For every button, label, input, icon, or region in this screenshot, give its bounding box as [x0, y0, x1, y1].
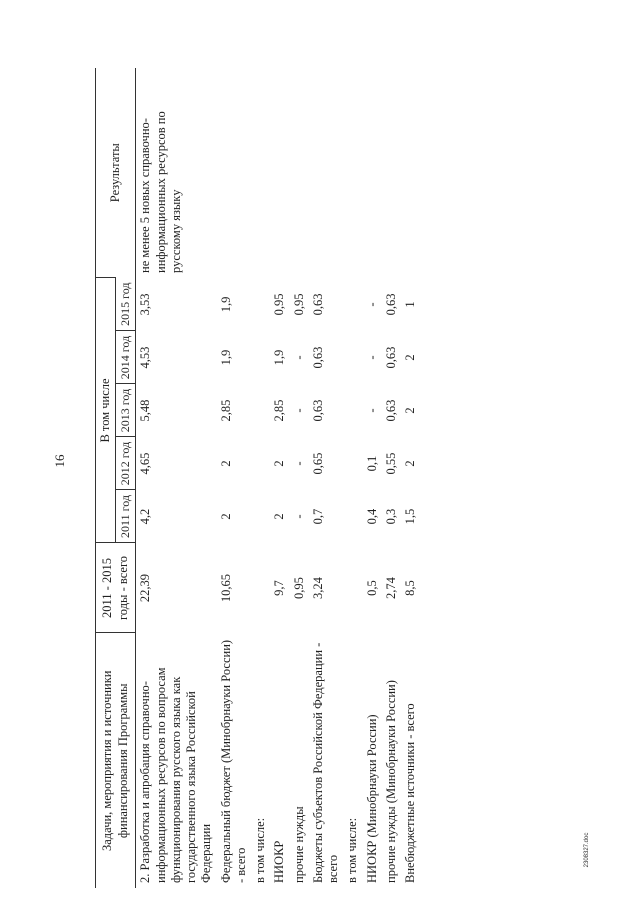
row-result: [382, 68, 401, 278]
row-total: 3,24: [310, 577, 325, 599]
row-2014: 1,9: [218, 349, 233, 366]
table-row: [217, 68, 252, 888]
table-row: [343, 68, 362, 888]
row-2011: [251, 490, 270, 543]
header-year-2014: 2014 год: [116, 331, 136, 384]
row-2014: [251, 331, 270, 384]
row-2012: -: [291, 461, 306, 466]
row-task: в том числе:: [253, 817, 268, 883]
row-2015: 1,9: [218, 296, 233, 313]
row-2015: 0,63: [383, 293, 398, 316]
row-2011: 2: [272, 513, 287, 520]
row-result: не менее 5 новых справочно-информационных ресурсов по русскому языку: [138, 111, 183, 273]
row-task: Федеральный бюджет (Минобрнауки России) - всего: [218, 639, 248, 883]
row-2012: 0,65: [310, 452, 325, 475]
row-total: [343, 543, 362, 633]
page-number: 16: [52, 454, 67, 468]
row-2015: 3,53: [138, 293, 153, 316]
table-row: [382, 68, 401, 888]
row-2015: [251, 278, 270, 331]
row-2013: 5,48: [138, 399, 153, 422]
row-2014: [343, 331, 362, 384]
row-2013: [343, 384, 362, 437]
row-result: [401, 68, 420, 278]
row-2013: 2,85: [218, 399, 233, 422]
header-task: Задачи, мероприятия и источники финансирования Программы: [96, 633, 136, 888]
row-2013: 0,63: [310, 399, 325, 422]
row-result: [251, 68, 270, 278]
header-year-2013: 2013 год: [116, 384, 136, 437]
row-2012: 2: [272, 460, 287, 467]
row-2013: [251, 384, 270, 437]
row-result: [309, 68, 344, 278]
table-row: [270, 68, 289, 888]
row-task: НИОКР: [272, 840, 287, 883]
row-2014: 0,63: [310, 346, 325, 369]
row-2015: -: [364, 302, 379, 307]
row-total: 0,5: [364, 580, 379, 596]
row-2013: 2,85: [272, 399, 287, 422]
row-2012: 0,1: [364, 455, 379, 472]
table-row: [136, 68, 217, 888]
row-2013: 2: [403, 407, 418, 414]
footer-file-code: 2308327.doc: [584, 832, 590, 868]
row-2012: 2: [218, 460, 233, 467]
row-2014: 0,63: [383, 346, 398, 369]
row-2012: [343, 437, 362, 490]
row-task: НИОКР (Минобрнауки России): [364, 714, 379, 883]
row-2011: 2: [218, 513, 233, 520]
row-result: [290, 68, 309, 278]
table-row: [309, 68, 344, 888]
budget-table: [95, 68, 420, 888]
row-task: Бюджеты субъектов Российской Федерации - всего: [310, 642, 341, 883]
row-task: Внебюджетные источники - всего: [403, 703, 418, 883]
row-2012: [251, 437, 270, 490]
row-2012: 0,55: [383, 452, 398, 475]
row-total: 10,65: [218, 573, 233, 603]
row-task: 2. Разработка и апробация справочно-информационных ресурсов по вопросам функционирования русского языка как государственного языка Российской Федерации: [138, 667, 214, 883]
row-total: 0,95: [291, 577, 306, 599]
header-year-2011: 2011 год: [116, 490, 136, 543]
header-total: 2011 - 2015 годы - всего: [96, 543, 136, 633]
row-2011: 0,7: [310, 508, 325, 525]
row-2015: 0,63: [310, 293, 325, 316]
row-2013: -: [291, 408, 306, 413]
row-2011: [343, 490, 362, 543]
row-2011: 4,2: [138, 508, 153, 525]
rotated-table-container: [95, 68, 575, 888]
row-result: [363, 68, 382, 278]
row-2013: 0,63: [383, 399, 398, 422]
row-2013: -: [364, 408, 379, 413]
row-task: прочие нужды (Минобрнауки России): [383, 680, 398, 883]
row-result: [270, 68, 289, 278]
row-2014: 1,9: [272, 349, 287, 366]
row-total: 9,7: [272, 580, 287, 596]
row-2011: -: [291, 514, 306, 519]
row-2015: [343, 278, 362, 331]
row-total: [251, 543, 270, 633]
row-result: [217, 68, 252, 278]
row-total: 2,74: [383, 577, 398, 599]
header-year-2015: 2015 год: [116, 278, 136, 331]
table-row: [363, 68, 382, 888]
row-2014: 2: [403, 354, 418, 361]
table-row: [251, 68, 270, 888]
row-2011: 1,5: [403, 508, 418, 525]
row-2015: 0,95: [291, 293, 306, 316]
row-task: в том числе:: [345, 817, 360, 883]
header-results: Результаты: [96, 68, 136, 278]
row-2015: 0,95: [272, 293, 287, 316]
row-2012: 2: [403, 460, 418, 467]
table-row: [401, 68, 420, 888]
row-total: 22,39: [138, 573, 153, 603]
row-total: 8,5: [403, 580, 418, 596]
row-2011: 0,3: [383, 508, 398, 525]
row-result: [343, 68, 362, 278]
header-including: В том числе: [96, 278, 116, 543]
table-row: [290, 68, 309, 888]
row-2011: 0,4: [364, 508, 379, 525]
header-year-2012: 2012 год: [116, 437, 136, 490]
row-task: прочие нужды: [291, 806, 306, 883]
row-2015: 1: [403, 301, 418, 308]
row-2014: 4,53: [138, 346, 153, 369]
row-2012: 4,65: [138, 452, 153, 475]
row-2014: -: [364, 355, 379, 360]
row-2014: -: [291, 355, 306, 360]
